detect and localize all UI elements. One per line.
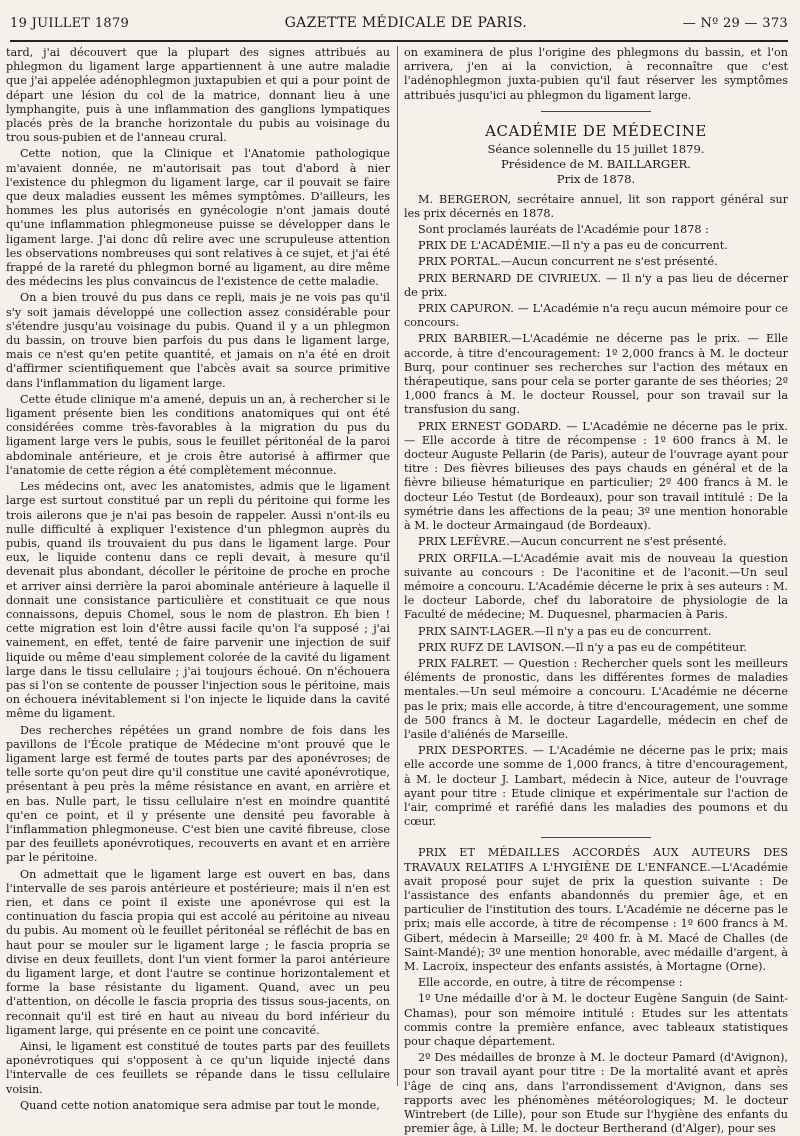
paragraph: 2º Des médailles de bronze à M. le docteur Pamard (d'Avignon), pour son travail ayant pour titre : De la mortalité avant et après l'âge de cinq ans, dans l'arrondissement d'Avignon, dans ses rapports avec les phénomènes météorologiques; M. le docteur Wintrebert (de Lille), pour son Etude sur l'hygiène des enfants du premier âge, à Lille; M. le docteur Bertherand (d'Alger), pour ses — [404, 1051, 788, 1136]
prize-entry: PRIX RUFZ DE LAVISON.—Il n'y a pas eu de compétiteur. — [418, 640, 747, 654]
paragraph: On a bien trouvé du pus dans ce repli, mais je ne vois pas qu'il s'y soit jamais développé une collection assez considérable pour s'étendre jusqu'au voisinage du pubis. Quand il y a un phlegmon du bassin, on trouve bien parfois du pus dans le ligament large, mais ce n'est qu'en petite quantité, et jamais on n'a été en droit d'affirmer scientifiquement que l'abcès avait sa source primitive dans l'inflammation du ligament large. — [6, 291, 390, 390]
paragraph: On admettait que le ligament large est ouvert en bas, dans l'intervalle de ses parois antérieure et postérieure; mais il n'en est rien, et dans ce point il existe une aponévrose qui est la continuation du fascia propia qui est accolé au péritoine au niveau du pubis. Au moment où le feuillet péritonéal se réfléchit de bas en haut pour se mouler sur le ligament large ; le fascia propria se divise en deux feuillets, dont l'un vient former la paroi antérieure du ligament large, et dont l'autre se continue horizontalement et forme la base résistante du ligament. Quand, avec un peu d'attention, on décolle le fascia propria des tissus sous-jacents, on reconnait qu'il est tiré en haut au niveau du bord inférieur du ligament large, qui présente en ce point une concavité. — [6, 867, 390, 1037]
prize-entry: PRIX PORTAL.—Aucun concurrent ne s'est présenté. — [418, 255, 718, 269]
prize-entry: PRIX ET MÉDAILLES ACCORDÉS AUX AUTEURS DES TRAVAUX RELATIFS A L'HYGIÈNE DE L'ENFANCE.—L'Académie avait proposé pour sujet de prix la question suivante : De l'assistance des enfants abandonnés du premier âge, et en particulier de l'institution des tours. L'Académie ne décerne pas le prix; mais elle accorde, à titre de récompense : 1º 600 francs à M. Gibert, médecin à Marseille; 2º 400 fr. à M. Macé de Challes (de Saint-Mandé); 3º une mention honorable, avec médaille d'argent, à M. Lacroix, inspecteur des enfants assistés, à Mortagne (Orne). — [404, 846, 788, 973]
page-number: — Nº 29 — 373 — [682, 15, 788, 31]
page-body — [6, 46, 788, 1136]
paragraph: M. BERGERON, secrétaire annuel, lit son rapport général sur les prix décernés en 1878. — [404, 192, 788, 220]
section-rule — [541, 837, 651, 838]
right-column — [404, 46, 788, 1136]
page-header — [10, 8, 788, 38]
section-rule — [541, 111, 651, 112]
paragraph: tard, j'ai découvert que la plupart des signes attribués au phlegmon du ligament large appartiennent à une autre maladie que j'ai appelée adénophlegmon juxtapubien et qui a pour point de départ une lésion du col de la matrice, donnant lieu à une lymphangite, puis à une inflammation des ganglions lympatiques placés près de la branche horizontale du pubis au voisinage du trou sous-pubien et de l'anneau crural. — [6, 46, 390, 145]
header-date: 19 JUILLET 1879 — [10, 15, 130, 31]
prize-entry: PRIX LEFÈVRE.—Aucun concurrent ne s'est présenté. — [418, 535, 727, 549]
prize-entry: PRIX ERNEST GODARD. — L'Académie ne décerne pas le prix. — Elle accorde à titre de récompense : 1º 600 francs à M. le docteur Auguste Pellarin (de Paris), auteur de l'ouvrage ayant pour titre : Des fièvres bilieuses des pays chauds en général et de la fièvre bilieuse hématurique en particulier; 2º 400 francs à M. le docteur Léo Testut (de Bordeaux), pour son travail intitulé : De la symétrie dans les affections de la peau; 3º une mention honorable à M. le docteur Armaingaud (de Bordeaux). — [404, 419, 788, 533]
section-title: ACADÉMIE DE MÉDECINE — [485, 121, 707, 140]
paragraph: Ainsi, le ligament est constitué de toutes parts par des feuillets aponévrotiques qui s'opposent à ce qu'un liquide injecté dans l'intervalle de ces feuillets se répande dans le tissu cellulaire voisin. — [6, 1040, 390, 1096]
paragraph: Cette étude clinique m'a amené, depuis un an, à rechercher si le ligament présente bien les conditions anatomiques qui ont été considérées comme très-favorables à la migration du pus du ligament large vers le pubis, sous le feuillet péritonéal de la paroi abdominale antérieure, et je crois être autorisé à affirmer que l'anatomie de cette région a été complètement méconnue. — [6, 392, 390, 477]
paragraph: Des recherches répétées un grand nombre de fois dans les pavillons de l'École pratique de Médecine m'ont prouvé que le ligament large est fermé de toutes parts par des aponévroses; de telle sorte qu'on peut dire qu'il constitue une cavité aponévrotique, présentant à peu près la même résistance en avant, en arrière et en bas. Nulle part, le tissu cellulaire n'est en moindre quantité qu'en ce point, et il y présente une densité peu favorable à l'inflammation phlegmoneuse. C'est bien une cavité fibreuse, close par des feuillets aponévrotiques, recouverts en avant et en arrière par le péritoine. — [6, 723, 390, 865]
prize-entry: PRIX BERNARD DE CIVRIEUX. — Il n'y a pas lieu de décerner de prix. — [404, 271, 788, 299]
prize-entry: PRIX DE L'ACADÉMIE.—Il n'y a pas eu de concurrent. — [418, 239, 728, 253]
left-column — [6, 46, 390, 1112]
paragraph: Quand cette notion anatomique sera admise par tout le monde, — [20, 1098, 380, 1112]
prize-entry: PRIX ORFILA.—L'Académie avait mis de nouveau la question suivante au concours : De l'aconitine et de l'aconit.—Un seul mémoire a concouru. L'Académie décerne le prix à ses auteurs : M. le docteur Laborde, chef du laboratoire de physiologie de la Faculté de médecine; M. Duquesnel, pharmacien à Paris. — [404, 551, 788, 622]
paragraph: Les médecins ont, avec les anatomistes, admis que le ligament large est surtout constitué par un repli du péritoine qui forme les trois ailerons que je n'ai pas besoin de rappeler. Aussi n'ont-ils eu nulle difficulté à expliquer l'existence d'un phlegmon auprès du pubis, quand ils trouvaient du pus dans le ligament large. Pour eux, le liquide contenu dans ce repli devait, à mesure qu'il devenait plus abondant, décoller le péritoine de proche en proche et arriver ainsi derrière la paroi abominale antérieure à laquelle il donnait une consistance particulière et constituait ce que nous connaissons, depuis Chomel, sous le nom de plastron. Eh bien ! cette migration est loin d'être aussi facile qu'on l'a supposé ; j'ai vainement, en effet, tenté de faire parvenir une injection de suif liquide ou même d'eau simplement colorée de la cavité du ligament large dans le tissu cellulaire ; j'ai toujours échoué. On n'échouera pas si l'on se contente de pousser l'injection sous le péritoine, mais on échouera inévitablement si l'on injecte le liquide dans la cavité même du ligament. — [6, 480, 390, 721]
presidency: Présidence de M. BAILLARGER. — [501, 157, 691, 172]
prize-entry: PRIX SAINT-LAGER.—Il n'y a pas eu de concurrent. — [418, 624, 712, 638]
journal-title: GAZETTE MÉDICALE DE PARIS. — [284, 15, 528, 31]
paragraph: Cette notion, que la Clinique et l'Anatomie pathologique m'avaient donnée, ne m'autorisait pas tout d'abord à nier l'existence du phlegmon du ligament large, car il pouvait se faire que deux maladies eussent les mêmes symptômes. D'ailleurs, les hommes les plus autorisés en gynécologie n'ont jamais douté qu'une inflammation phlegmoneuse puisse se développer dans le ligament large. J'ai donc dû relire avec une scrupuleuse attention les observations nombreuses qui sont relatives à ce sujet, et j'ai été frappé de la rareté du phlegmon borné au ligament, au dire même des médecins les plus convaincus de l'existence de cette maladie. — [6, 147, 390, 289]
paragraph: 1º Une médaille d'or à M. le docteur Eugène Sanguin (de Saint-Chamas), pour son mémoire intitulé : Etudes sur les attentats commis contre la première enfance, avec tableaux statistiques pour chaque département. — [404, 992, 788, 1048]
prize-entry: PRIX CAPURON. — L'Académie n'a reçu aucun mémoire pour ce concours. — [404, 302, 788, 330]
session-date: Séance solennelle du 15 juillet 1879. — [487, 142, 705, 157]
paragraph: on examinera de plus l'origine des phlegmons du bassin, et l'on arrivera, j'en ai la conviction, à reconnaître que c'est l'adénophlegmon juxta-pubien qu'il faut réserver les symptômes attribués jusqu'ici au phlegmon du ligament large. — [404, 46, 788, 102]
paragraph: Sont proclamés lauréats de l'Académie pour 1878 : — [418, 223, 709, 237]
prize-year: Prix de 1878. — [556, 172, 636, 187]
prize-entry: PRIX FALRET. — Question : Rechercher quels sont les meilleurs éléments de pronostic, dans les différentes formes de maladies mentales.—Un seul mémoire a concouru. L'Académie ne décerne pas le prix; mais elle accorde, à titre d'encouragement, une somme de 500 francs à M. le docteur Lagardelle, médecin en chef de l'asile d'aliénés de Marseille. — [404, 656, 788, 741]
prize-entry: PRIX BARBIER.—L'Académie ne décerne pas le prix. — Elle accorde, à titre d'encouragement: 1º 2,000 francs à M. le docteur Burq, pour continuer ses recherches sur l'action des métaux en thérapeutique, sans pour cela se porter garante de ses théories; 2º 1,000 francs à M. le docteur Roussel, pour son travail sur la transfusion du sang. — [404, 332, 788, 417]
header-rule — [10, 40, 788, 42]
prize-entry: PRIX DESPORTES. — L'Académie ne décerne pas le prix; mais elle accorde une somme de 1,000 francs, à titre d'encouragement, à M. le docteur J. Lambart, médecin à Nice, auteur de l'ouvrage ayant pour titre : Etude clinique et expérimentale sur l'action de l'air, comprimé et raréfié dans les maladies des poumons et du cœur. — [404, 744, 788, 829]
paragraph: Elle accorde, en outre, à titre de récompense : — [418, 976, 683, 990]
